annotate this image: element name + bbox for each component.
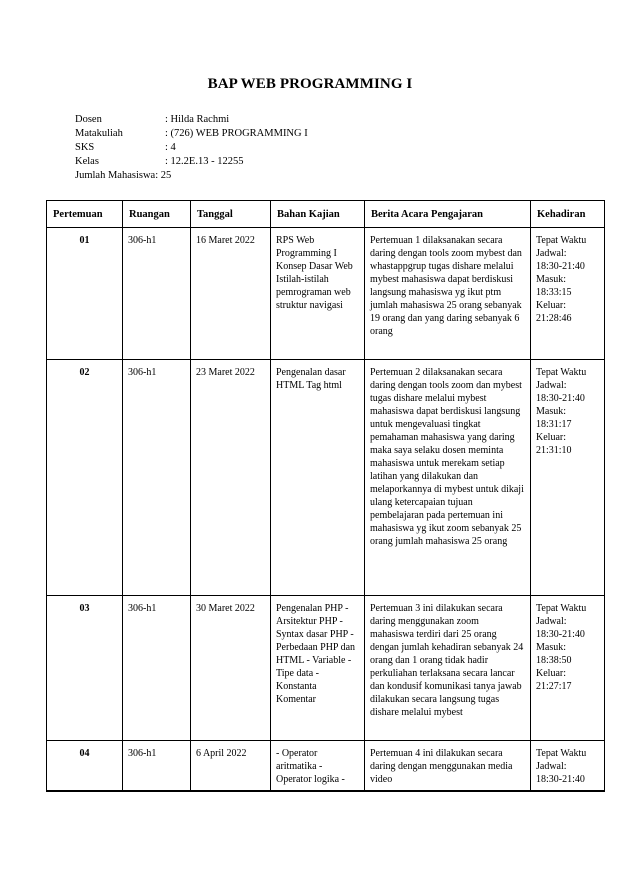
cell-kehadiran bbox=[531, 360, 605, 596]
kehadiran-masuk-label: Masuk: bbox=[536, 642, 566, 653]
cell-ruangan: 306-h1 bbox=[123, 360, 191, 596]
cell-kehadiran bbox=[531, 596, 605, 741]
header-ruangan: Ruangan bbox=[123, 201, 191, 228]
cell-tanggal: 16 Maret 2022 bbox=[191, 228, 271, 360]
kehadiran-jadwal: 18:30-21:40 bbox=[536, 261, 585, 272]
kehadiran-jadwal: 18:30-21:40 bbox=[536, 629, 585, 640]
cell-berita-acara: Pertemuan 2 dilaksanakan secara daring dengan tools zoom dan mybest tugas dishare melalui mybest mahasiswa dapat berdiskusi langsung untuk mengevaluasi tingkat pemahaman mahasiswa yang daring maka saya selaku dosen meminta mahasiswa untuk merekam setiap latihan yang dilakukan dan melaporkannya di mybest untuk dikaji ulang ketercapaian tujuan pembelajaran pada pertemuan ini mahasiswa yg ikut zoom sebanyak 25 orang jumlah mahasiswa 25 orang bbox=[365, 360, 531, 596]
info-row-matakuliah bbox=[75, 127, 308, 141]
kehadiran-status: Tepat Waktu bbox=[536, 367, 587, 378]
info-row-dosen bbox=[75, 113, 308, 127]
kehadiran-keluar-label: Keluar: bbox=[536, 432, 566, 443]
table-header-row bbox=[47, 201, 605, 228]
cell-ruangan: 306-h1 bbox=[123, 741, 191, 792]
table-row bbox=[47, 596, 605, 741]
header-tanggal: Tanggal bbox=[191, 201, 271, 228]
info-value: : 12.2E.13 - 12255 bbox=[165, 156, 244, 167]
header-kehadiran: Kehadiran bbox=[531, 201, 605, 228]
kehadiran-status: Tepat Waktu bbox=[536, 235, 587, 246]
kehadiran-keluar: 21:27:17 bbox=[536, 681, 572, 692]
kehadiran-status: Tepat Waktu bbox=[536, 748, 587, 759]
kehadiran-jadwal-label: Jadwal: bbox=[536, 248, 567, 259]
kehadiran-masuk-label: Masuk: bbox=[536, 406, 566, 417]
table-row bbox=[47, 228, 605, 360]
kehadiran-keluar-label: Keluar: bbox=[536, 668, 566, 679]
cell-pertemuan: 02 bbox=[47, 360, 123, 596]
cell-berita-acara: Pertemuan 1 dilaksanakan secara daring dengan tools zoom mybest dan whastappgrup tugas dishare melalui mybest mahasiswa dapat berdiskusi langsung mahasiswa yg ikut ptm jumlah mahasiswa 25 orang sebanyak 19 orang dan yang daring sebanyak 6 orang bbox=[365, 228, 531, 360]
cell-kehadiran bbox=[531, 741, 605, 792]
cell-pertemuan: 04 bbox=[47, 741, 123, 792]
cell-tanggal: 30 Maret 2022 bbox=[191, 596, 271, 741]
kehadiran-jadwal-label: Jadwal: bbox=[536, 616, 567, 627]
kehadiran-masuk: 18:33:15 bbox=[536, 287, 572, 298]
info-label: SKS bbox=[75, 142, 95, 153]
kehadiran-masuk: 18:38:50 bbox=[536, 655, 572, 666]
info-value: : 4 bbox=[165, 142, 176, 153]
cell-bahan-kajian: - Operator aritmatika - Operator logika - bbox=[271, 741, 365, 792]
kehadiran-masuk-label: Masuk: bbox=[536, 274, 566, 285]
kehadiran-status: Tepat Waktu bbox=[536, 603, 587, 614]
kehadiran-jadwal: 18:30-21:40 bbox=[536, 774, 585, 785]
info-value: : Hilda Rachmi bbox=[165, 114, 230, 125]
header-pertemuan: Pertemuan bbox=[47, 201, 123, 228]
kehadiran-keluar: 21:28:46 bbox=[536, 313, 572, 324]
cell-bahan-kajian: RPS Web Programming I Konsep Dasar Web Istilah-istilah pemrograman web struktur navigasi bbox=[271, 228, 365, 360]
header-bahan-kajian: Bahan Kajian bbox=[271, 201, 365, 228]
cell-bahan-kajian: Pengenalan PHP - Arsitektur PHP - Syntax dasar PHP - Perbedaan PHP dan HTML - Variable - Tipe data - Konstanta Komentar bbox=[271, 596, 365, 741]
cell-ruangan: 306-h1 bbox=[123, 596, 191, 741]
cell-pertemuan: 01 bbox=[47, 228, 123, 360]
cell-kehadiran bbox=[531, 228, 605, 360]
cell-berita-acara: Pertemuan 4 ini dilakukan secara daring dengan menggunakan media video bbox=[365, 741, 531, 792]
cell-berita-acara: Pertemuan 3 ini dilakukan secara daring menggunakan zoom mahasiswa terdiri dari 25 orang dengan jumlah kehadiran sebanyak 24 orang dan 1 orang tidak hadir perkuliahan terlaksana secara lancar dan kondusif komunikasi tanya jawab dilakukan secara langsung tugas dishare melalui mybest bbox=[365, 596, 531, 741]
info-row-sks bbox=[75, 141, 308, 155]
table-row bbox=[47, 741, 605, 792]
kehadiran-keluar: 21:31:10 bbox=[536, 445, 572, 456]
course-info bbox=[75, 113, 308, 183]
kehadiran-masuk: 18:31:17 bbox=[536, 419, 572, 430]
info-label: Jumlah Mahasiswa bbox=[75, 170, 156, 181]
document-title: BAP WEB PROGRAMMING I bbox=[207, 76, 413, 92]
info-row-jumlah-mahasiswa bbox=[75, 169, 308, 183]
info-label: Matakuliah bbox=[75, 128, 123, 139]
info-label: Kelas bbox=[75, 156, 99, 167]
table-row bbox=[47, 360, 605, 596]
cell-tanggal: 23 Maret 2022 bbox=[191, 360, 271, 596]
info-row-kelas bbox=[75, 155, 308, 169]
attendance-table bbox=[46, 200, 605, 792]
info-value: : (726) WEB PROGRAMMING I bbox=[165, 128, 308, 139]
cell-bahan-kajian: Pengenalan dasar HTML Tag html bbox=[271, 360, 365, 596]
header-berita-acara: Berita Acara Pengajaran bbox=[365, 201, 531, 228]
cell-ruangan: 306-h1 bbox=[123, 228, 191, 360]
kehadiran-jadwal-label: Jadwal: bbox=[536, 380, 567, 391]
cell-pertemuan: 03 bbox=[47, 596, 123, 741]
kehadiran-jadwal: 18:30-21:40 bbox=[536, 393, 585, 404]
cell-tanggal: 6 April 2022 bbox=[191, 741, 271, 792]
info-value: : 25 bbox=[155, 170, 172, 181]
kehadiran-jadwal-label: Jadwal: bbox=[536, 761, 567, 772]
kehadiran-keluar-label: Keluar: bbox=[536, 300, 566, 311]
info-label: Dosen bbox=[75, 114, 102, 125]
